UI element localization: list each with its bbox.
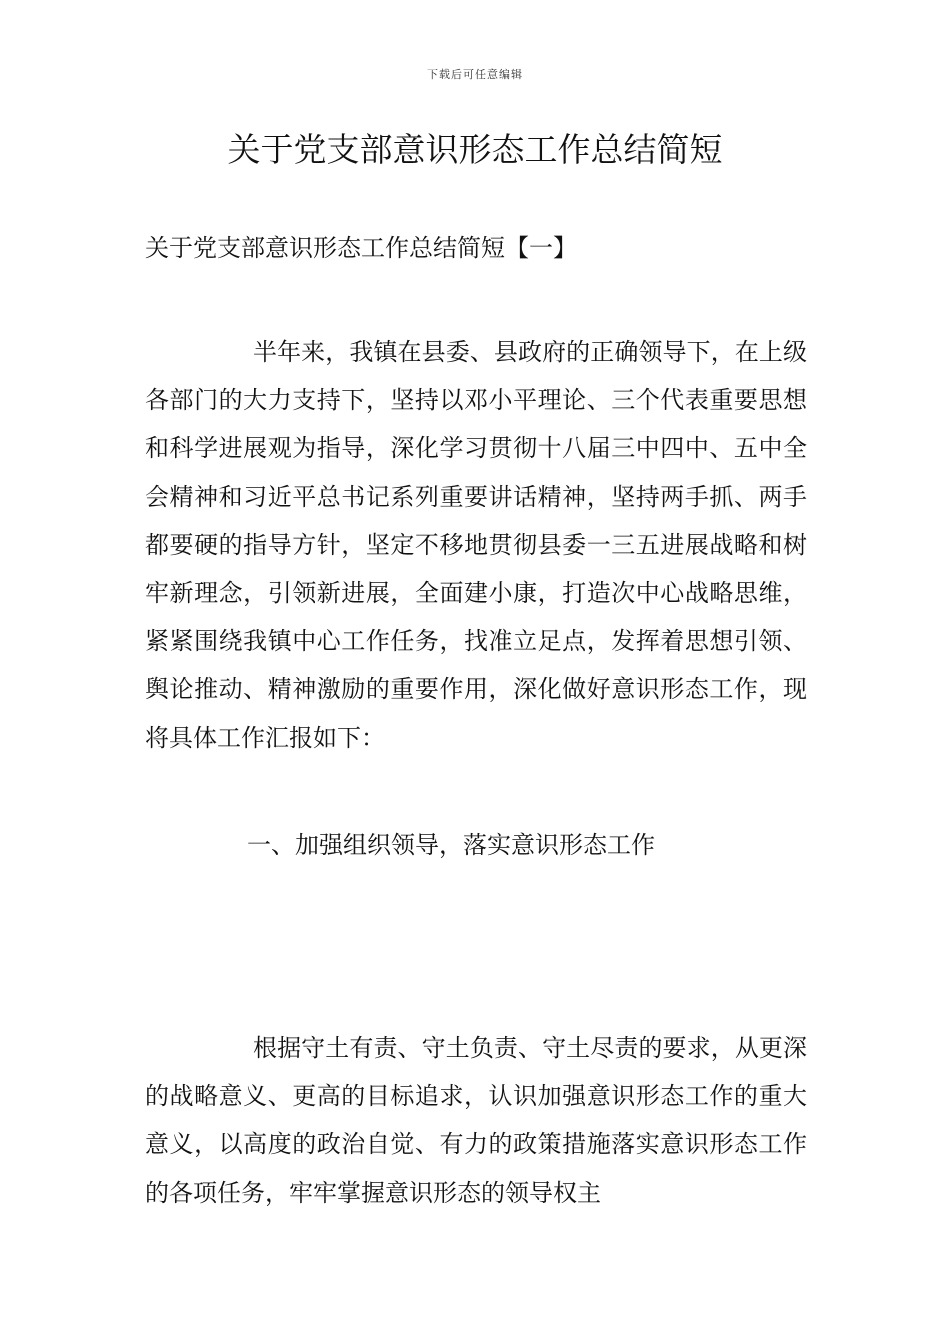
body-paragraph: 根据守土有责、守土负责、守土尽责的要求，从更深的战略意义、更高的目标追求，认识加强意识形态工作的重大意义，以高度的政治自觉、有力的政策措施落实意识形态工作的各项任务，牢牢掌握意识形态的领导权主 — [145, 1034, 807, 1207]
section-heading: 一、加强组织领导，落实意识形态工作 — [247, 831, 655, 859]
body-paragraph: 半年来，我镇在县委、县政府的正确领导下，在上级各部门的大力支持下，坚持以邓小平理论、三个代表重要思想和科学进展观为指导，深化学习贯彻十八届三中四中、五中全会精神和习近平总书记系列重要讲话精神，坚持两手抓、两手都要硬的指导方针，坚定不移地贯彻县委一三五进展战略和树牢新理念，引领新进展，全面建小康，打造次中心战略思维，紧紧围绕我镇中心工作任务，找准立足点，发挥着思想引领、舆论推动、精神激励的重要作用，深化做好意识形态工作，现将具体工作汇报如下： — [145, 338, 807, 752]
header-note: 下载后可任意编辑 — [427, 68, 523, 81]
document-title: 关于党支部意识形态工作总结简短 — [227, 130, 723, 169]
section-subtitle: 关于党支部意识形态工作总结简短【一】 — [145, 234, 577, 262]
